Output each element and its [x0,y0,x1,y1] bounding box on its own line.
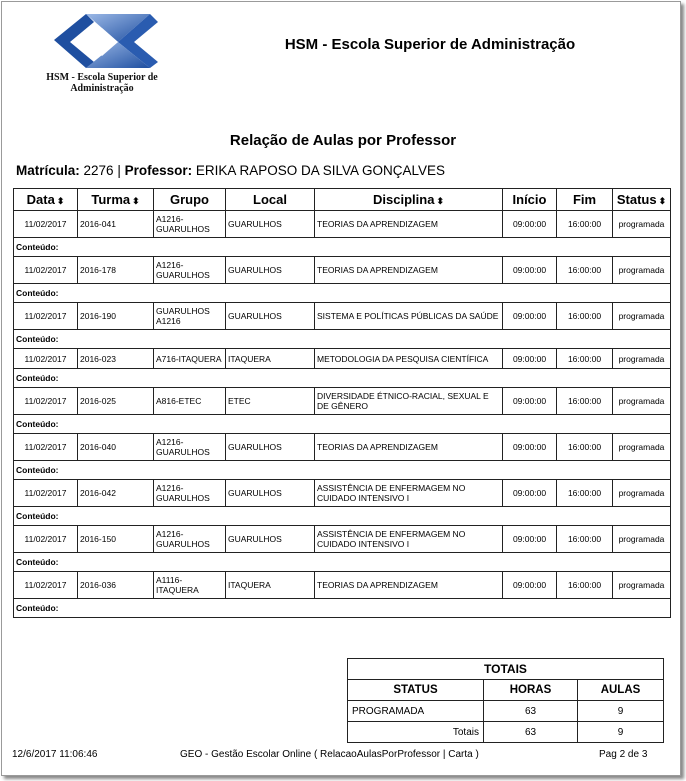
professor-value: ERIKA RAPOSO DA SILVA GONÇALVES [195,163,446,178]
cell-status: programada [613,388,671,415]
table-row [14,526,671,553]
col-header-inicio: Início [503,189,557,211]
table-row [14,257,671,284]
cell-data: 11/02/2017 [14,526,78,553]
cell-fim: 16:00:00 [557,526,613,553]
conteudo-row [14,330,671,349]
cell-grupo: A1216-GUARULHOS [154,211,226,238]
conteudo-row [14,553,671,572]
cell-turma: 2016-042 [78,480,154,507]
cell-inicio: 09:00:00 [503,257,557,284]
col-header-fim: Fim [557,189,613,211]
cell-fim: 16:00:00 [557,388,613,415]
conteudo-label: Conteúdo: [14,553,671,572]
totals-col-aulas: AULAS [578,680,664,701]
totals-col-horas: HORAS [484,680,578,701]
totals-sum-label: Totais [348,722,484,743]
cell-inicio: 09:00:00 [503,526,557,553]
cell-data: 11/02/2017 [14,388,78,415]
cell-disciplina: TEORIAS DA APRENDIZAGEM [315,434,503,461]
cell-grupo: A1216-GUARULHOS [154,434,226,461]
footer-page: Pag 2 de 3 [599,749,648,760]
conteudo-label: Conteúdo: [14,415,671,434]
col-header-grupo: Grupo [154,189,226,211]
cell-data: 11/02/2017 [14,303,78,330]
cell-data: 11/02/2017 [14,434,78,461]
cell-turma: 2016-036 [78,572,154,599]
cell-fim: 16:00:00 [557,480,613,507]
cell-local: GUARULHOS [226,303,315,330]
totals-status: PROGRAMADA [348,701,484,722]
sort-icon: ⬍ [132,196,140,206]
cell-inicio: 09:00:00 [503,480,557,507]
totals-aulas: 9 [578,701,664,722]
school-logo [36,12,168,98]
col-header-local: Local [226,189,315,211]
conteudo-row [14,507,671,526]
cell-local: ITAQUERA [226,349,315,369]
table-row [14,434,671,461]
cell-disciplina: TEORIAS DA APRENDIZAGEM [315,572,503,599]
report-title: Relação de Aulas por Professor [229,132,457,149]
footer-datetime: 12/6/2017 11:06:46 [12,749,98,760]
cell-status: programada [613,572,671,599]
conteudo-label: Conteúdo: [14,369,671,388]
cell-local: GUARULHOS [226,480,315,507]
conteudo-label: Conteúdo: [14,599,671,618]
cell-disciplina: TEORIAS DA APRENDIZAGEM [315,257,503,284]
sort-icon: ⬍ [56,196,65,206]
conteudo-row [14,238,671,257]
cell-fim: 16:00:00 [557,257,613,284]
logo-emblem-icon [46,12,158,70]
cell-status: programada [613,257,671,284]
cell-turma: 2016-190 [78,303,154,330]
footer-system: GEO - Gestão Escolar Online ( RelacaoAulasPorProfessor | Carta ) [180,749,479,760]
professor-label: Professor: [124,163,193,178]
col-header-data[interactable]: Data ⬍ [14,189,78,211]
totals-horas: 63 [484,701,578,722]
col-header-disciplina[interactable]: Disciplina ⬍ [315,189,503,211]
cell-local: GUARULHOS [226,526,315,553]
cell-disciplina: METODOLOGIA DA PESQUISA CIENTÍFICA [315,349,503,369]
cell-grupo: A816-ETEC [154,388,226,415]
cell-disciplina: SISTEMA E POLÍTICAS PÚBLICAS DA SAÚDE [315,303,503,330]
table-row [14,211,671,238]
cell-status: programada [613,434,671,461]
cell-turma: 2016-023 [78,349,154,369]
table-row [14,388,671,415]
matricula-label: Matrícula: [16,163,80,178]
classes-table [13,188,671,618]
cell-turma: 2016-040 [78,434,154,461]
cell-grupo: A1216-GUARULHOS [154,257,226,284]
cell-fim: 16:00:00 [557,572,613,599]
sort-icon: ⬍ [436,196,444,206]
cell-inicio: 09:00:00 [503,211,557,238]
cell-inicio: 09:00:00 [503,572,557,599]
cell-data: 11/02/2017 [14,257,78,284]
conteudo-label: Conteúdo: [14,507,671,526]
totals-col-status: STATUS [348,680,484,701]
table-row [14,303,671,330]
separator: | [117,163,121,178]
conteudo-label: Conteúdo: [14,330,671,349]
cell-data: 11/02/2017 [14,211,78,238]
cell-local: ITAQUERA [226,572,315,599]
classes-body [14,211,671,618]
cell-inicio: 09:00:00 [503,303,557,330]
cell-status: programada [613,303,671,330]
cell-status: programada [613,211,671,238]
cell-fim: 16:00:00 [557,349,613,369]
cell-inicio: 09:00:00 [503,434,557,461]
cell-grupo: A1216-GUARULHOS [154,526,226,553]
totals-row [348,701,664,722]
sort-icon: ⬍ [658,196,667,206]
cell-disciplina: ASSISTÊNCIA DE ENFERMAGEM NO CUIDADO INTENSIVO I [315,480,503,507]
conteudo-label: Conteúdo: [14,461,671,480]
conteudo-label: Conteúdo: [14,284,671,303]
professor-line [16,163,445,178]
cell-status: programada [613,526,671,553]
table-header-row [14,189,671,211]
cell-local: GUARULHOS [226,434,315,461]
cell-fim: 16:00:00 [557,434,613,461]
cell-local: ETEC [226,388,315,415]
cell-fim: 16:00:00 [557,303,613,330]
conteudo-row [14,415,671,434]
cell-disciplina: DIVERSIDADE ÉTNICO-RACIAL, SEXUAL E DE GÊNERO [315,388,503,415]
cell-turma: 2016-041 [78,211,154,238]
conteudo-row [14,284,671,303]
col-header-turma[interactable]: Turma ⬍ [78,189,154,211]
cell-grupo: A1216-GUARULHOS [154,480,226,507]
cell-status: programada [613,349,671,369]
col-header-status[interactable]: Status ⬍ [613,189,671,211]
totals-sum-horas: 63 [484,722,578,743]
table-row [14,349,671,369]
cell-disciplina: ASSISTÊNCIA DE ENFERMAGEM NO CUIDADO INTENSIVO I [315,526,503,553]
cell-data: 11/02/2017 [14,480,78,507]
cell-status: programada [613,480,671,507]
conteudo-label: Conteúdo: [14,238,671,257]
cell-turma: 2016-150 [78,526,154,553]
conteudo-row [14,369,671,388]
matricula-value: 2276 [83,163,114,178]
totals-sum-row [348,722,664,743]
cell-turma: 2016-178 [78,257,154,284]
cell-fim: 16:00:00 [557,211,613,238]
totals-title: TOTAIS [348,659,664,680]
table-row [14,572,671,599]
conteudo-row [14,599,671,618]
totals-sum-aulas: 9 [578,722,664,743]
logo-caption: HSM - Escola Superior de Administração [46,72,158,94]
cell-disciplina: TEORIAS DA APRENDIZAGEM [315,211,503,238]
cell-grupo: A716-ITAQUERA [154,349,226,369]
conteudo-row [14,461,671,480]
cell-local: GUARULHOS [226,211,315,238]
cell-inicio: 09:00:00 [503,388,557,415]
cell-grupo: A1116-ITAQUERA [154,572,226,599]
cell-local: GUARULHOS [226,257,315,284]
school-title: HSM - Escola Superior de Administração [284,36,576,53]
cell-data: 11/02/2017 [14,572,78,599]
table-row [14,480,671,507]
cell-data: 11/02/2017 [14,349,78,369]
cell-inicio: 09:00:00 [503,349,557,369]
cell-turma: 2016-025 [78,388,154,415]
cell-grupo: GUARULHOS A1216 [154,303,226,330]
totals-table [347,658,664,743]
